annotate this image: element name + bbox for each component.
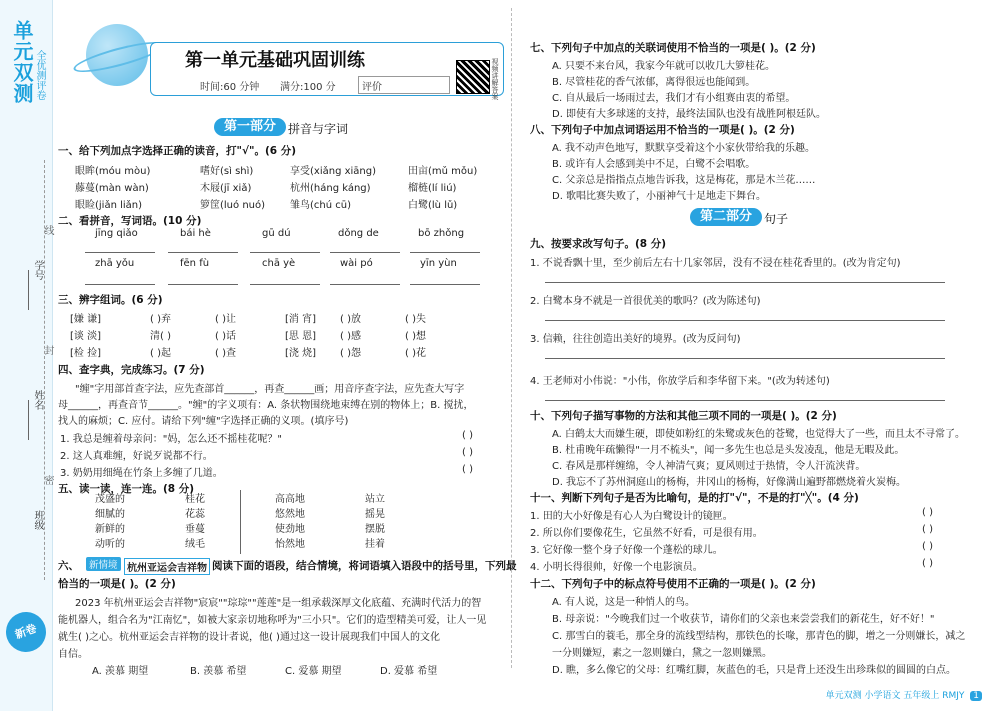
- q8-option-b[interactable]: B. 或许有人会感到美中不足，白鹭不会唱歌。: [552, 159, 756, 170]
- q2-r1-blank4[interactable]: [330, 252, 400, 253]
- q6-option-a[interactable]: A. 羡慕 期望: [92, 666, 149, 677]
- q6-tag2: 杭州亚运会吉祥物: [124, 558, 210, 575]
- q9-item1: 1. 不说香飘十里，至少前后左右十几家邻居，没有不浸在桂花香里的。(改为肯定句): [530, 258, 901, 269]
- q5-col2-item[interactable]: 垂蔓: [185, 524, 205, 535]
- cut-mark-xian: 线: [42, 225, 53, 235]
- q1-r2-c3[interactable]: 杭州(háng káng): [290, 183, 371, 194]
- q5-col1-item[interactable]: 动听的: [95, 539, 125, 550]
- q8-option-a[interactable]: A. 我不动声色地写，默默享受着这个小家伙带给我的乐趣。: [552, 143, 816, 154]
- q2-r2-p3: chā yè: [262, 258, 296, 269]
- q11-item1: 1. 田的大小好像是有心人为白鹭设计的镜匣。: [530, 511, 733, 522]
- q2-r1-blank1[interactable]: [85, 252, 155, 253]
- q6-para2: 能机器人，组合名为"江南忆"，如被大家亲切地称呼为"三小只"。它们的造型精美可爱，让人一见: [58, 615, 487, 626]
- q5-col1: [95, 492, 125, 552]
- q1-r2-c4[interactable]: 榴梿(lí liú): [408, 183, 457, 194]
- q5-col3-item[interactable]: 高高地: [275, 494, 305, 505]
- q5-col1-item[interactable]: 茂盛的: [95, 494, 125, 505]
- q11-item4: 4. 小明长得很帅，好像一个电影演员。: [530, 562, 703, 573]
- q9-answer-line1[interactable]: [545, 282, 945, 283]
- q9-answer-line4[interactable]: [545, 400, 945, 401]
- eval-label: 评价: [362, 82, 382, 93]
- q9-item4: 4. 王老师对小伟说："小伟，你放学后和李华留下来。"(改为转述句): [530, 376, 830, 387]
- q12-option-c[interactable]: C. 那雪白的蓑毛，那全身的流线型结构，那铁色的长喙，那青色的脚，增之一分则嫌长，减之: [552, 631, 966, 642]
- q1-r1-c1[interactable]: 眼眸(móu mòu): [75, 166, 151, 177]
- q2-title: 二、看拼音，写词语。(10 分): [58, 215, 202, 227]
- q11-answer4[interactable]: ( ): [922, 558, 933, 569]
- q5-col3-item[interactable]: 悠然地: [275, 509, 305, 520]
- page-title: 第一单元基础巩固训练: [185, 50, 365, 71]
- q3-r2-c4: [思 恩]: [285, 331, 316, 342]
- q4-item1: 1. 我总是缠着母亲问："妈，怎么还不摇桂花呢？": [60, 434, 282, 445]
- part1-label: 拼音与字词: [288, 122, 349, 136]
- q6-title-b: 阅读下面的语段，结合情境，将词语填入语段中的括号里，下列最: [212, 560, 517, 572]
- part2-badge: 第二部分: [690, 208, 762, 226]
- q4-title: 四、查字典，完成练习。(7 分): [58, 364, 205, 376]
- q3-title: 三、辨字组词。(6 分): [58, 294, 163, 306]
- q4-answer2[interactable]: ( ): [462, 447, 473, 458]
- time-limit: 时间:60 分钟: [200, 82, 260, 93]
- q1-title: 一、给下列加点字选择正确的读音，打"√"。(6 分): [58, 145, 297, 157]
- q3-r1-c6[interactable]: ( )失: [405, 314, 426, 325]
- q1-r3-c1[interactable]: 眼睑(jiǎn liǎn): [75, 200, 143, 211]
- q9-answer-line2[interactable]: [545, 320, 945, 321]
- q7-title: 七、下列句子中加点的关联词使用不恰当的一项是( )。(2 分): [530, 42, 816, 54]
- q11-title: 十一、判断下列句子是否为比喻句，是的打"√"，不是的打"╳"。(4 分): [530, 492, 859, 504]
- q5-col2-item[interactable]: 桂花: [185, 494, 205, 505]
- q11-answer2[interactable]: ( ): [922, 524, 933, 535]
- qr-code[interactable]: [456, 60, 490, 94]
- page-footer: [826, 688, 982, 701]
- q9-title: 九、按要求改写句子。(8 分): [530, 238, 667, 250]
- label-student-id: 学号: [32, 260, 43, 280]
- q1-r3-c3[interactable]: 雏鸟(chú cū): [290, 200, 351, 211]
- q7-option-c[interactable]: C. 自从最后一场雨过去，我们才有小组赛由衷的希望。: [552, 93, 796, 104]
- q4-answer1[interactable]: ( ): [462, 430, 473, 441]
- q5-col3-item[interactable]: 使劲地: [275, 524, 305, 535]
- q2-r1-p5: bō zhǒng: [418, 228, 465, 239]
- q5-col4: [365, 492, 385, 552]
- cut-mark-mi: 密: [42, 475, 53, 485]
- q3-r3-c5[interactable]: ( )怨: [340, 348, 361, 359]
- q3-r3-c1: [检 捡]: [70, 348, 101, 359]
- q5-col4-item[interactable]: 摇晃: [365, 509, 385, 520]
- q3-r2-c5[interactable]: ( )感: [340, 331, 361, 342]
- q3-r3-c3[interactable]: ( )查: [215, 348, 236, 359]
- q9-item3: 3. 信赖，往往创造出美好的境界。(改为反问句): [530, 334, 741, 345]
- q1-r2-c1[interactable]: 藤蔓(màn wàn): [75, 183, 149, 194]
- q12-option-c-cont: 一分则嫌短，素之一忽则嫌白，黛之一忽则嫌黑。: [552, 648, 772, 659]
- q5-col2: [185, 492, 205, 552]
- q9-answer-line3[interactable]: [545, 358, 945, 359]
- page-number: 1: [970, 691, 982, 701]
- q7-option-b[interactable]: B. 尽管桂花的香气浓郁，离得很远也能闻到。: [552, 77, 756, 88]
- q6-para3: 就生( )之心。杭州亚运会吉祥物的设计者说，他( )通过这一设计展现我们中国人的文化: [58, 632, 440, 643]
- q2-r2-blank3[interactable]: [250, 284, 320, 285]
- q2-r1-p2: bái hè: [180, 228, 211, 239]
- q1-r1-c2[interactable]: 嗜好(sì shì): [200, 166, 254, 177]
- q1-r1-c3[interactable]: 享受(xiǎng xiāng): [290, 166, 377, 177]
- q3-r2-c2[interactable]: 清( ): [150, 331, 171, 342]
- q5-col2-item[interactable]: 花蕊: [185, 509, 205, 520]
- q2-r1-p4: dǒng de: [338, 228, 379, 239]
- q8-option-d[interactable]: D. 歌唱比赛失败了，小丽神气十足地走下舞台。: [552, 191, 767, 202]
- q6-option-d[interactable]: D. 爱慕 希望: [380, 666, 438, 677]
- q3-r2-c1: [谈 淡]: [70, 331, 101, 342]
- q6-title-a: 六、: [58, 560, 79, 572]
- q10-title: 十、下列句子描写事物的方法和其他三项不同的一项是( )。(2 分): [530, 410, 837, 422]
- q2-r2-p2: fēn fù: [180, 258, 210, 269]
- full-score: 满分:100 分: [280, 82, 336, 93]
- name-line: [28, 400, 29, 440]
- label-class: 班级: [32, 510, 43, 530]
- q1-r1-c4[interactable]: 田亩(mǔ mǒu): [408, 166, 478, 177]
- q4-answer3[interactable]: ( ): [462, 464, 473, 475]
- q10-option-c[interactable]: C. 春风是那样缠绵，令人神清气爽；夏风则过于热情，令人汗流浃背。: [552, 461, 866, 472]
- q2-r1-blank2[interactable]: [168, 252, 238, 253]
- q3-r1-c1: [嫌 谦]: [70, 314, 101, 325]
- q10-option-a[interactable]: A. 白鹤太大而嫌生硬，即使如粉红的朱鹭或灰色的苍鹭，也觉得大了一些，而且太不寻常了。: [552, 429, 966, 440]
- q1-r3-c2[interactable]: 箩筐(luó nuó): [200, 200, 266, 211]
- q3-r3-c6[interactable]: ( )花: [405, 348, 426, 359]
- q5-col4-item[interactable]: 摆脱: [365, 524, 385, 535]
- q2-r1-blank3[interactable]: [250, 252, 320, 253]
- q4-para2: 母______，再查音节______。"缠"的字义项有：A. 条状物围绕地束缚在别的物体上；B. 搅扰，: [58, 400, 474, 411]
- q5-col3-item[interactable]: 怡然地: [275, 539, 305, 550]
- q4-item3: 3. 奶奶用细绳在竹条上多缠了几道。: [60, 468, 223, 479]
- q2-r2-p1: zhā yǒu: [95, 258, 135, 269]
- brand-title: 单元双测: [10, 20, 34, 104]
- q7-option-a[interactable]: A. 只要不来台风，我家今年就可以收几大箩桂花。: [552, 61, 776, 72]
- cut-line: [44, 160, 45, 580]
- part2-label: 句子: [764, 212, 789, 226]
- q3-r1-c5[interactable]: ( )放: [340, 314, 361, 325]
- q11-item2: 2. 所以你们要像花生，它虽然不好看，可是很有用。: [530, 528, 763, 539]
- footer-text: 单元双测 小学语文 五年级上 RMJY: [825, 691, 965, 701]
- q11-item3: 3. 它好像一整个身子好像一个蓬松的球儿。: [530, 545, 723, 556]
- center-divider: [511, 8, 512, 668]
- q5-col2-item[interactable]: 绒毛: [185, 539, 205, 550]
- q2-r2-p4: wài pó: [340, 258, 373, 269]
- q4-para1: "缠"字用部首查字法，应先查部首______，再查______画；用音序查字法，应先查大写字: [75, 384, 465, 395]
- brand-logo: [2, 20, 50, 140]
- q3-r1-c2[interactable]: ( )弃: [150, 314, 171, 325]
- q11-answer3[interactable]: ( ): [922, 541, 933, 552]
- q3-r3-c4: [浇 烧]: [285, 348, 316, 359]
- q5-col1-item[interactable]: 细腻的: [95, 509, 125, 520]
- q11-answer1[interactable]: ( ): [922, 507, 933, 518]
- q1-r2-c2[interactable]: 木屐(jī xiǎ): [200, 183, 252, 194]
- q12-option-d[interactable]: D. 瞧，多么像它的父母：红嘴红脚，灰蓝色的毛，只是背上还没生出珍珠似的圆圆的白点。: [552, 665, 957, 676]
- q2-r2-p5: yīn yùn: [420, 258, 457, 269]
- label-name: 姓名: [32, 390, 43, 410]
- q6-option-c[interactable]: C. 爱慕 期望: [285, 666, 342, 677]
- q6-title-c: 恰当的一项是( )。(2 分): [58, 578, 176, 590]
- q1-r3-c4[interactable]: 白鹭(lù lǔ): [408, 200, 458, 211]
- q5-title: 五、读一读，连一连。(8 分): [58, 483, 195, 495]
- q10-option-b[interactable]: B. 杜甫晚年疏懒得"一月不梳头"，闻一多先生也总是头发凌乱，他是无暇及此。: [552, 445, 905, 456]
- q7-option-d[interactable]: D. 即使有大多球迷的支持，最终法国队也没有战胜阿根廷队。: [552, 109, 827, 120]
- brand-subtitle: 全优测评卷: [34, 50, 45, 100]
- q3-r2-c3[interactable]: ( )话: [215, 331, 236, 342]
- q6-para1: 2023 年杭州亚运会吉祥物"宸宸""琮琮""莲莲"是一组承载深厚文化底蕴、充满时代活力的智: [75, 598, 482, 609]
- q4-item2: 2. 这人真难缠，好说歹说都不行。: [60, 451, 213, 462]
- q2-r2-blank2[interactable]: [168, 284, 238, 285]
- q5-col3: [275, 492, 305, 552]
- q5-divider: [240, 490, 241, 554]
- qr-caption: 视频讲解答案: [491, 58, 499, 100]
- q2-r1-p1: jīng qiǎo: [95, 228, 138, 239]
- q6-tag: 新情境: [86, 557, 121, 571]
- q3-r3-c2[interactable]: ( )起: [150, 348, 171, 359]
- part1-badge: 第一部分: [214, 118, 286, 136]
- q10-option-d[interactable]: D. 我忘不了苏州洞庭山的杨梅，井冈山的杨梅，好像满山遍野都燃烧着火炭梅。: [552, 477, 907, 488]
- q5-col1-item[interactable]: 新鲜的: [95, 524, 125, 535]
- q8-title: 八、下列句子中加点词语运用不恰当的一项是( )。(2 分): [530, 124, 795, 136]
- q2-r2-blank5[interactable]: [410, 284, 480, 285]
- q3-r2-c6[interactable]: ( )想: [405, 331, 426, 342]
- q2-r1-p3: gū dú: [262, 228, 291, 239]
- q12-option-b[interactable]: B. 母亲说："今晚我们过一个收获节，请你们的父亲也来尝尝我们的新花生，好不好！": [552, 614, 935, 625]
- student-id-line: [28, 270, 29, 310]
- q3-r1-c4: [消 宵]: [285, 314, 316, 325]
- q2-r2-blank4[interactable]: [330, 284, 400, 285]
- q4-para3: 找人的麻烦；C. 应付。请给下列"缠"字选择正确的义项。(填序号): [58, 416, 349, 427]
- corner-logo: 新卷: [0, 606, 51, 657]
- q6-option-b[interactable]: B. 羡慕 希望: [190, 666, 247, 677]
- q6-para4: 自信。: [58, 649, 88, 660]
- q3-r1-c3[interactable]: ( )让: [215, 314, 236, 325]
- q12-option-a[interactable]: A. 有人说，这是一种悄人的鸟。: [552, 597, 696, 608]
- q9-item2: 2. 白鹭本身不就是一首很优美的歌吗？(改为陈述句): [530, 296, 761, 307]
- q5-col4-item[interactable]: 挂着: [365, 539, 385, 550]
- q2-r1-blank5[interactable]: [410, 252, 480, 253]
- q8-option-c[interactable]: C. 父亲总是指指点点地告诉我，这是梅花，那是木兰花……: [552, 175, 816, 186]
- q2-r2-blank1[interactable]: [85, 284, 155, 285]
- q5-col4-item[interactable]: 站立: [365, 494, 385, 505]
- cut-mark-feng: 封: [42, 345, 53, 355]
- q12-title: 十二、下列句子中的标点符号使用不正确的一项是( )。(2 分): [530, 578, 816, 590]
